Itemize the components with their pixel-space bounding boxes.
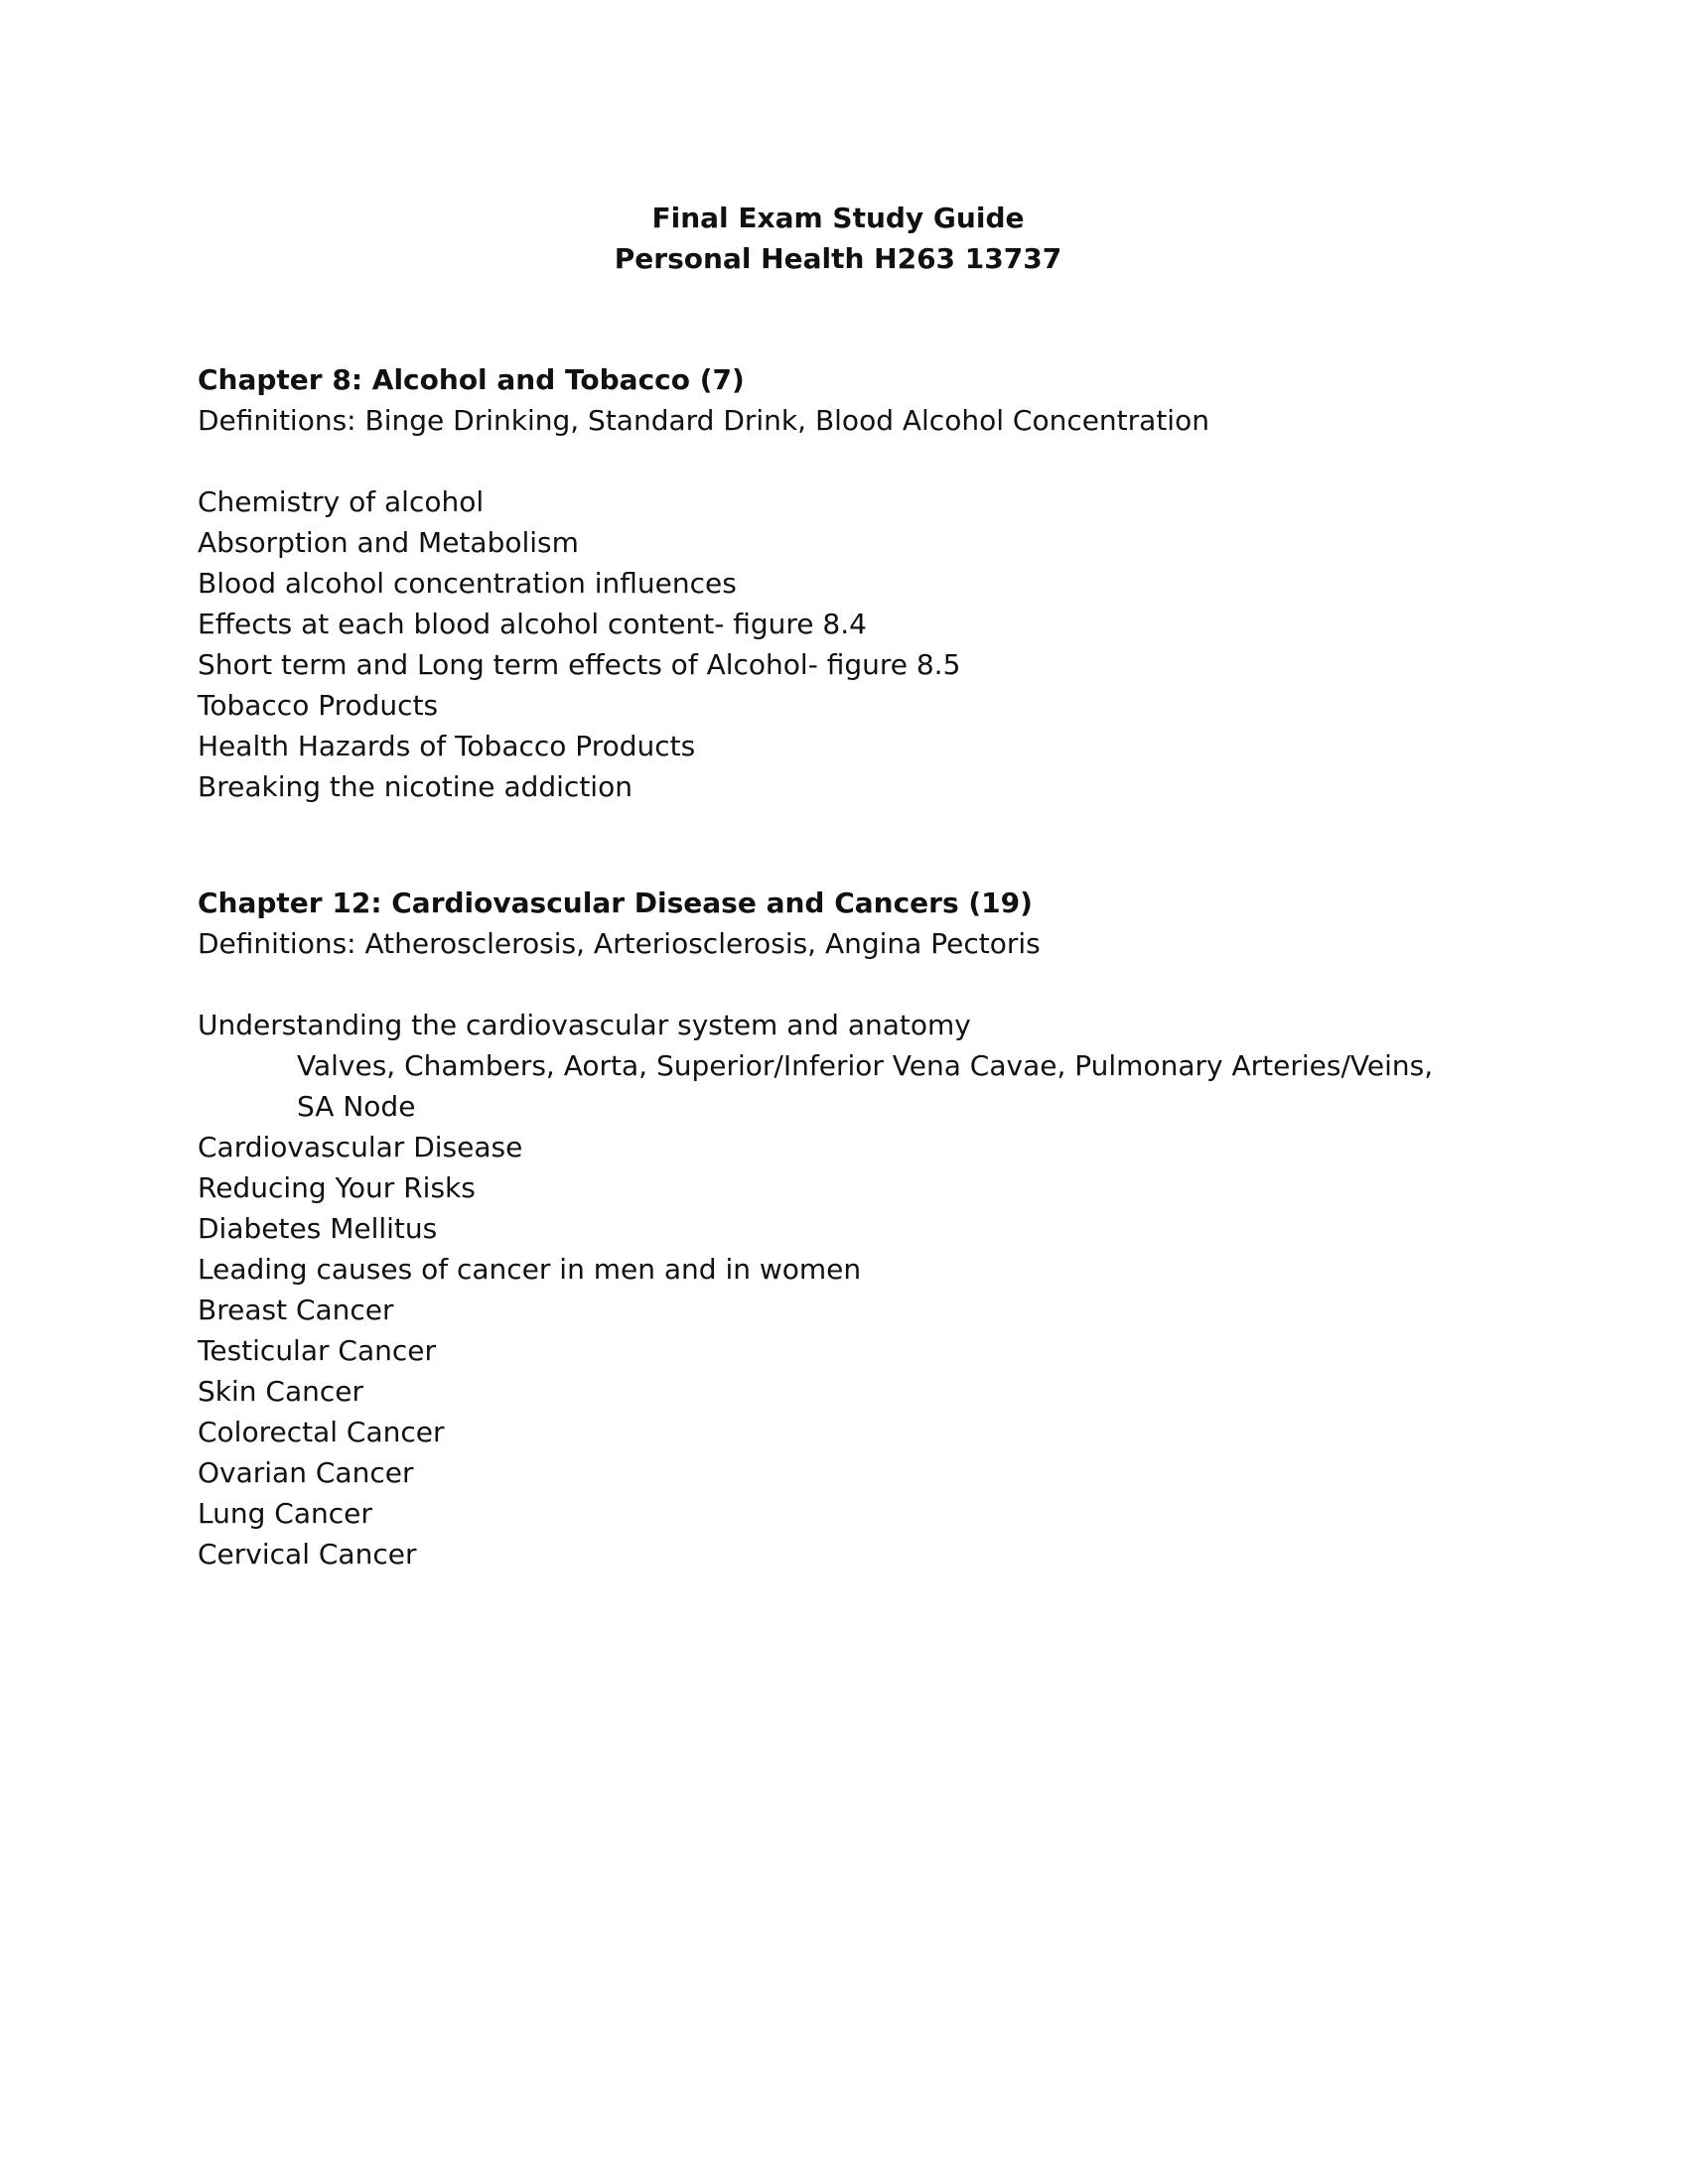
list-item: Blood alcohol concentration influences: [198, 567, 737, 600]
title-block: [0, 198, 1688, 279]
spacer: [198, 441, 1488, 481]
chapter-12-heading: Chapter 12: Cardiovascular Disease and Cancers (19): [198, 887, 1033, 919]
chapter-12-section: [198, 883, 1488, 1574]
list-item: Leading causes of cancer in men and in women: [198, 1253, 862, 1286]
list-item: Testicular Cancer: [198, 1334, 436, 1367]
document-title: Final Exam Study Guide: [651, 202, 1025, 234]
list-item: Effects at each blood alcohol content- figure 8.4: [198, 608, 867, 640]
list-item: Short term and Long term effects of Alcohol- figure 8.5: [198, 648, 961, 681]
anatomy-subline: Valves, Chambers, Aorta, Superior/Inferior Vena Cavae, Pulmonary Arteries/Veins,: [297, 1049, 1434, 1082]
course-title: Personal Health H263 13737: [614, 242, 1062, 275]
list-item-anatomy: Understanding the cardiovascular system and anatomy: [198, 1009, 971, 1041]
list-item: Skin Cancer: [198, 1375, 364, 1408]
list-item: Lung Cancer: [198, 1497, 372, 1530]
list-item: Colorectal Cancer: [198, 1416, 445, 1448]
list-item: Reducing Your Risks: [198, 1171, 476, 1204]
list-item: Health Hazards of Tobacco Products: [198, 730, 696, 762]
list-item: Cardiovascular Disease: [198, 1131, 523, 1163]
chapter-12-definitions: Definitions: Atherosclerosis, Arteriosclerosis, Angina Pectoris: [198, 927, 1041, 960]
list-item: Tobacco Products: [198, 689, 439, 722]
list-item: Absorption and Metabolism: [198, 526, 579, 559]
chapter-8-heading: Chapter 8: Alcohol and Tobacco (7): [198, 363, 745, 396]
list-item: Breast Cancer: [198, 1294, 394, 1326]
list-item: Cervical Cancer: [198, 1538, 417, 1570]
spacer: [198, 964, 1488, 1005]
list-item: Breaking the nicotine addiction: [198, 770, 633, 803]
list-item: Chemistry of alcohol: [198, 485, 485, 518]
list-item: Ovarian Cancer: [198, 1456, 414, 1489]
list-item: Diabetes Mellitus: [198, 1212, 438, 1245]
anatomy-subline: SA Node: [297, 1090, 416, 1123]
chapter-8-section: [198, 359, 1488, 807]
chapter-8-definitions: Definitions: Binge Drinking, Standard Drink, Blood Alcohol Concentration: [198, 404, 1209, 437]
